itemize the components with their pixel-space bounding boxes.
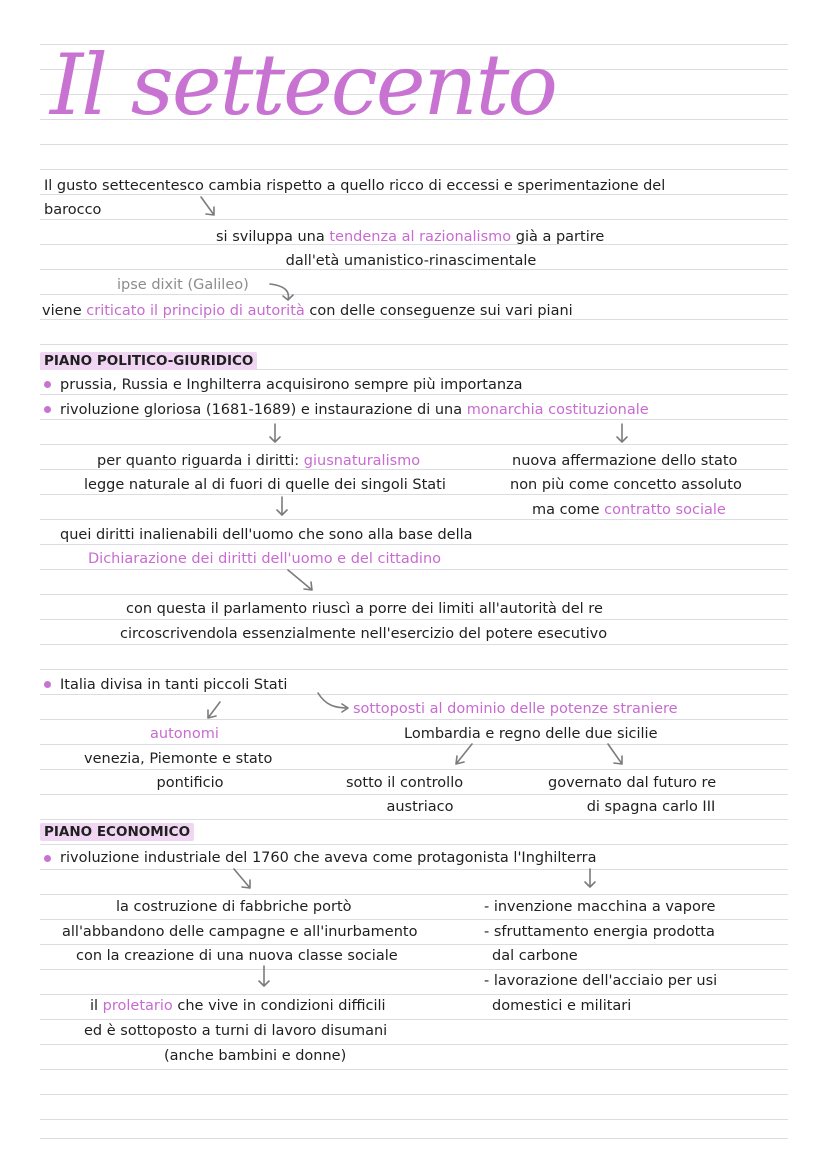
declaration-term: Dichiarazione dei diritti dell'uomo e del cittadino [88,551,442,567]
economic-heading: PIANO ECONOMICO [40,823,194,841]
intro-line-2: barocco [44,202,102,218]
spain-line-2: di spagna carlo III [586,799,716,815]
proletariat-line-1: il proletario che vive in condizioni difficili [90,998,386,1014]
factories-line-2: all'abbandono delle campagne e all'inurbamento [62,924,418,940]
spain-line-1: governato dal futuro re [548,775,717,791]
autonomous-term: autonomi [150,726,219,742]
austrian-line-2: austriaco [386,799,454,815]
natural-law-line: legge naturale al di fuori di quelle dei singoli Stati [84,477,446,493]
state-line-2: non più come concetto assoluto [510,477,742,493]
bullet-dot [44,681,51,688]
monarchy-term: monarchia costituzionale [466,402,649,418]
state-line-1: nuova affermazione dello stato [512,453,738,469]
autonomous-states-1: venezia, Piemonte e stato [84,751,273,767]
parliament-line-2: circoscrivendola essenzialmente nell'esercizio del potere esecutivo [120,626,608,642]
state-line-3: ma come contratto sociale [532,502,726,518]
political-heading: PIANO POLITICO-GIURIDICO [40,352,257,370]
ipse-dixit-note: ipse dixit (Galileo) [117,277,249,293]
invention-line-5: domestici e militari [492,998,632,1014]
invention-line-4: - lavorazione dell'acciaio per usi [484,973,718,989]
bullet-dot [44,381,51,388]
rationalism-term: tendenza al razionalismo [329,229,512,245]
proletariat-line-3: (anche bambini e donne) [164,1048,347,1064]
austrian-line-1: sotto il controllo [346,775,464,791]
industrial-revolution-line: rivoluzione industriale del 1760 che aveva come protagonista l'Inghilterra [60,850,597,866]
rights-line: per quanto riguarda i diritti: giusnaturalismo [97,453,421,469]
humanism-line: dall'età umanistico-rinascimentale [285,253,537,269]
authority-term: criticato il principio di autorità [86,303,305,319]
factories-line-1: la costruzione di fabbriche portò [116,899,352,915]
page-title: Il settecento [50,36,556,134]
natural-law-term: giusnaturalismo [303,453,421,469]
authority-line: viene criticato il principio di autorità con delle conseguenze sui vari piani [42,303,573,319]
proletariat-term: proletario [102,998,173,1014]
invention-line-3: dal carbone [492,948,578,964]
invention-line-2: - sfruttamento energia prodotta [484,924,715,940]
bullet-dot [44,406,51,413]
factories-line-3: con la creazione di una nuova classe sociale [76,948,398,964]
foreign-powers-term: sottoposti al dominio delle potenze straniere [353,701,678,717]
parliament-line-1: con questa il parlamento riuscì a porre dei limiti all'autorità del re [126,601,603,617]
invention-line-1: - invenzione macchina a vapore [484,899,716,915]
social-contract-term: contratto sociale [604,502,726,518]
rationalism-line: si sviluppa una tendenza al razionalismo già a partire [216,229,605,245]
autonomous-states-2: pontificio [156,775,224,791]
lombardy-line: Lombardia e regno delle due sicilie [404,726,658,742]
political-bullet-1: prussia, Russia e Inghilterra acquisirono sempre più importanza [60,377,523,393]
italy-line: Italia divisa in tanti piccoli Stati [60,677,288,693]
bullet-dot [44,855,51,862]
proletariat-line-2: ed è sottoposto a turni di lavoro disumani [84,1023,388,1039]
political-bullet-2: rivoluzione gloriosa (1681-1689) e instaurazione di una monarchia costituzionale [60,402,649,418]
intro-line-1: Il gusto settecentesco cambia rispetto a quello ricco di eccessi e sperimentazione del [44,178,666,194]
inalienable-rights-line: quei diritti inalienabili dell'uomo che sono alla base della [60,527,473,543]
